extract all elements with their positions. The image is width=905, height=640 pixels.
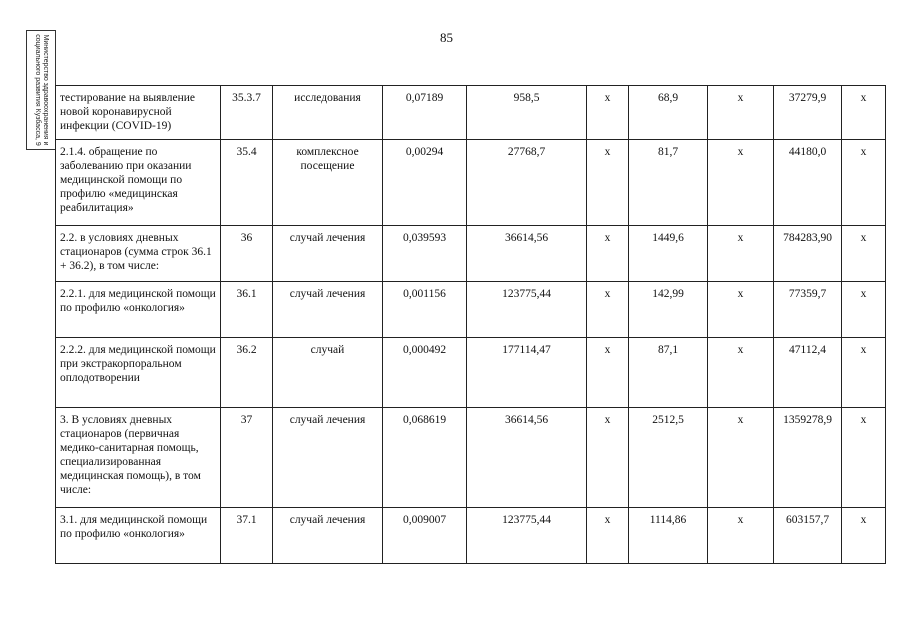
row-col8: х bbox=[708, 140, 774, 226]
row-col9: 784283,90 bbox=[774, 226, 842, 282]
table-row bbox=[56, 86, 886, 140]
row-col9: 47112,4 bbox=[774, 338, 842, 408]
table-row bbox=[56, 226, 886, 282]
row-unit: случай лечения bbox=[273, 282, 383, 338]
row-norm: 0,039593 bbox=[383, 226, 467, 282]
row-col10: х bbox=[842, 226, 886, 282]
row-code: 37.1 bbox=[221, 508, 273, 564]
row-name: 3. В условиях дневных стационаров (первичная медико-санитарная помощь, специализированная медицинская помощь), в том числе: bbox=[56, 408, 221, 508]
row-unit: случай лечения bbox=[273, 408, 383, 508]
stamp-text: Министерство здравоохранения и социального развития Кузбасса, 9 bbox=[34, 34, 49, 146]
row-code: 35.4 bbox=[221, 140, 273, 226]
table-row bbox=[56, 508, 886, 564]
row-cost: 27768,7 bbox=[467, 140, 587, 226]
row-col7: 142,99 bbox=[629, 282, 708, 338]
row-col6: х bbox=[587, 508, 629, 564]
row-unit: случай лечения bbox=[273, 508, 383, 564]
row-name: 2.2. в условиях дневных стационаров (сумма строк 36.1 + 36.2), в том числе: bbox=[56, 226, 221, 282]
row-name: 2.2.2. для медицинской помощи при экстракорпоральном оплодотворении bbox=[56, 338, 221, 408]
row-col6: х bbox=[587, 338, 629, 408]
row-cost: 958,5 bbox=[467, 86, 587, 140]
row-cost: 123775,44 bbox=[467, 508, 587, 564]
row-norm: 0,001156 bbox=[383, 282, 467, 338]
row-col8: х bbox=[708, 282, 774, 338]
row-col10: х bbox=[842, 408, 886, 508]
row-name: 3.1. для медицинской помощи по профилю «онкология» bbox=[56, 508, 221, 564]
row-col7: 1114,86 bbox=[629, 508, 708, 564]
row-name: 2.1.4. обращение по заболеванию при оказании медицинской помощи по профилю «медицинская реабилитация» bbox=[56, 140, 221, 226]
row-code: 36.2 bbox=[221, 338, 273, 408]
row-col10: х bbox=[842, 86, 886, 140]
row-col6: х bbox=[587, 140, 629, 226]
row-col7: 1449,6 bbox=[629, 226, 708, 282]
row-col8: х bbox=[708, 508, 774, 564]
row-col9: 603157,7 bbox=[774, 508, 842, 564]
page-number: 85 bbox=[440, 30, 453, 45]
row-col6: х bbox=[587, 86, 629, 140]
row-col9: 44180,0 bbox=[774, 140, 842, 226]
row-code: 36 bbox=[221, 226, 273, 282]
table-row bbox=[56, 338, 886, 408]
row-code: 37 bbox=[221, 408, 273, 508]
financing-table bbox=[55, 85, 886, 564]
registration-stamp bbox=[26, 30, 56, 150]
table-row bbox=[56, 408, 886, 508]
row-unit: исследования bbox=[273, 86, 383, 140]
row-col9: 77359,7 bbox=[774, 282, 842, 338]
row-col8: х bbox=[708, 338, 774, 408]
row-norm: 0,068619 bbox=[383, 408, 467, 508]
row-cost: 177114,47 bbox=[467, 338, 587, 408]
row-cost: 36614,56 bbox=[467, 408, 587, 508]
row-col8: х bbox=[708, 408, 774, 508]
row-col7: 81,7 bbox=[629, 140, 708, 226]
row-col9: 1359278,9 bbox=[774, 408, 842, 508]
row-name: 2.2.1. для медицинской помощи по профилю «онкология» bbox=[56, 282, 221, 338]
row-col7: 87,1 bbox=[629, 338, 708, 408]
row-norm: 0,07189 bbox=[383, 86, 467, 140]
row-col10: х bbox=[842, 282, 886, 338]
row-cost: 123775,44 bbox=[467, 282, 587, 338]
row-col10: х bbox=[842, 338, 886, 408]
row-col9: 37279,9 bbox=[774, 86, 842, 140]
row-norm: 0,000492 bbox=[383, 338, 467, 408]
row-code: 36.1 bbox=[221, 282, 273, 338]
row-col10: х bbox=[842, 140, 886, 226]
table-row bbox=[56, 282, 886, 338]
row-norm: 0,00294 bbox=[383, 140, 467, 226]
row-col7: 68,9 bbox=[629, 86, 708, 140]
row-col7: 2512,5 bbox=[629, 408, 708, 508]
row-col6: х bbox=[587, 408, 629, 508]
row-code: 35.3.7 bbox=[221, 86, 273, 140]
row-col10: х bbox=[842, 508, 886, 564]
row-unit: случай лечения bbox=[273, 226, 383, 282]
row-norm: 0,009007 bbox=[383, 508, 467, 564]
row-cost: 36614,56 bbox=[467, 226, 587, 282]
table-row bbox=[56, 140, 886, 226]
row-col8: х bbox=[708, 226, 774, 282]
row-name: тестирование на выявление новой коронавирусной инфекции (COVID-19) bbox=[56, 86, 221, 140]
row-unit: комплексное посещение bbox=[273, 140, 383, 226]
row-unit: случай bbox=[273, 338, 383, 408]
row-col8: х bbox=[708, 86, 774, 140]
row-col6: х bbox=[587, 282, 629, 338]
row-col6: х bbox=[587, 226, 629, 282]
